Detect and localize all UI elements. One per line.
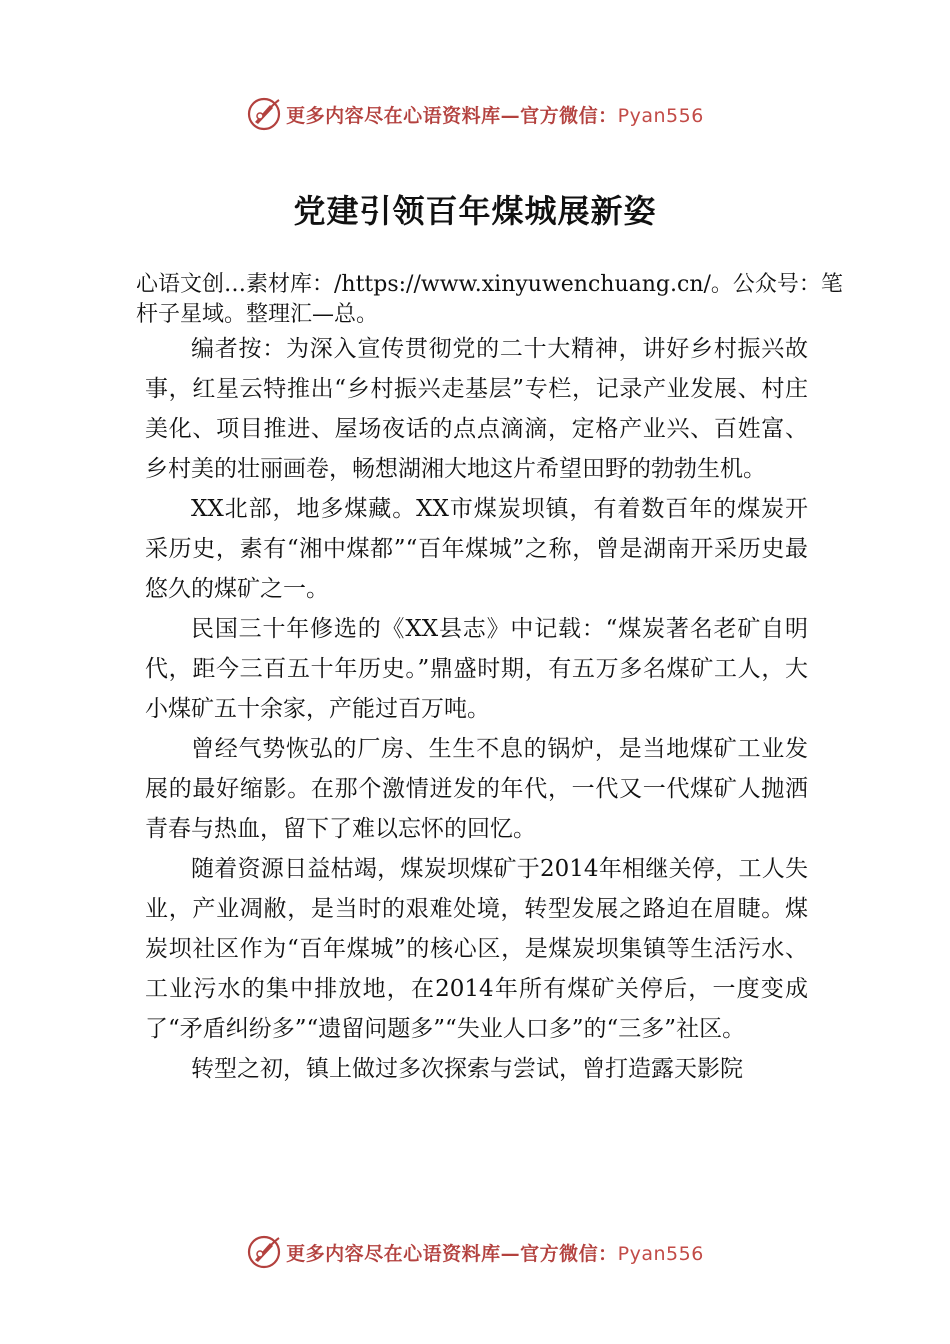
source-line: 心语文创…素材库：/https://www.xinyuwenchuang.cn/。公众号：笔杆子星域。整理汇—总。: [136, 272, 843, 327]
paragraph: 民国三十年修选的《XX县志》中记载：“煤炭著名老矿自明代，距今三百五十年历史。”鼎盛时期，有五万多名煤矿工人，大小煤矿五十余家，产能过百万吨。: [145, 616, 808, 722]
paragraph: 随着资源日益枯竭，煤炭坝煤矿于2014年相继关停，工人失业，产业凋敝，是当时的艰难处境，转型发展之路迫在眉睫。煤炭坝社区作为“百年煤城”的核心区，是煤炭坝集镇等生活污水、工业污水的集中排放地，在2014年所有煤矿关停后，一度变成了“矛盾纠纷多”“遗留问题多”“失业人口多”的“三多”社区。: [145, 856, 808, 1042]
paragraph: 曾经气势恢弘的厂房、生生不息的锅炉，是当地煤矿工业发展的最好缩影。在那个激情迸发的年代，一代又一代煤矿人抛洒青春与热血，留下了难以忘怀的回忆。: [145, 736, 808, 842]
watermark-text: 更多内容尽在心语资料库—官方微信：Pyan556: [286, 1242, 704, 1265]
paragraph: XX北部，地多煤藏。XX市煤炭坝镇，有着数百年的煤炭开采历史，素有“湘中煤都”“百年煤城”之称，曾是湖南开采历史最悠久的煤矿之一。: [145, 496, 808, 602]
quill-logo-icon: [246, 96, 282, 132]
watermark-text: 更多内容尽在心语资料库—官方微信：Pyan556: [286, 104, 704, 127]
article-body: [145, 329, 808, 1089]
watermark-footer: [0, 1232, 950, 1272]
quill-logo-icon: [246, 1234, 282, 1270]
paragraph: 转型之初，镇上做过多次探索与尝试，曾打造露天影院: [191, 1056, 743, 1082]
wechat-id: Pyan556: [617, 104, 704, 127]
document-title: 党建引领百年煤城展新姿: [293, 192, 657, 230]
watermark-header: [0, 94, 950, 134]
wechat-id: Pyan556: [617, 1242, 704, 1265]
paragraph-editor-note: 编者按：为深入宣传贯彻党的二十大精神，讲好乡村振兴故事，红星云特推出“乡村振兴走基层”专栏，记录产业发展、村庄美化、项目推进、屋场夜话的点点滴滴，定格产业兴、百姓富、乡村美的壮丽画卷，畅想湖湘大地这片希望田野的勃勃生机。: [145, 336, 808, 482]
